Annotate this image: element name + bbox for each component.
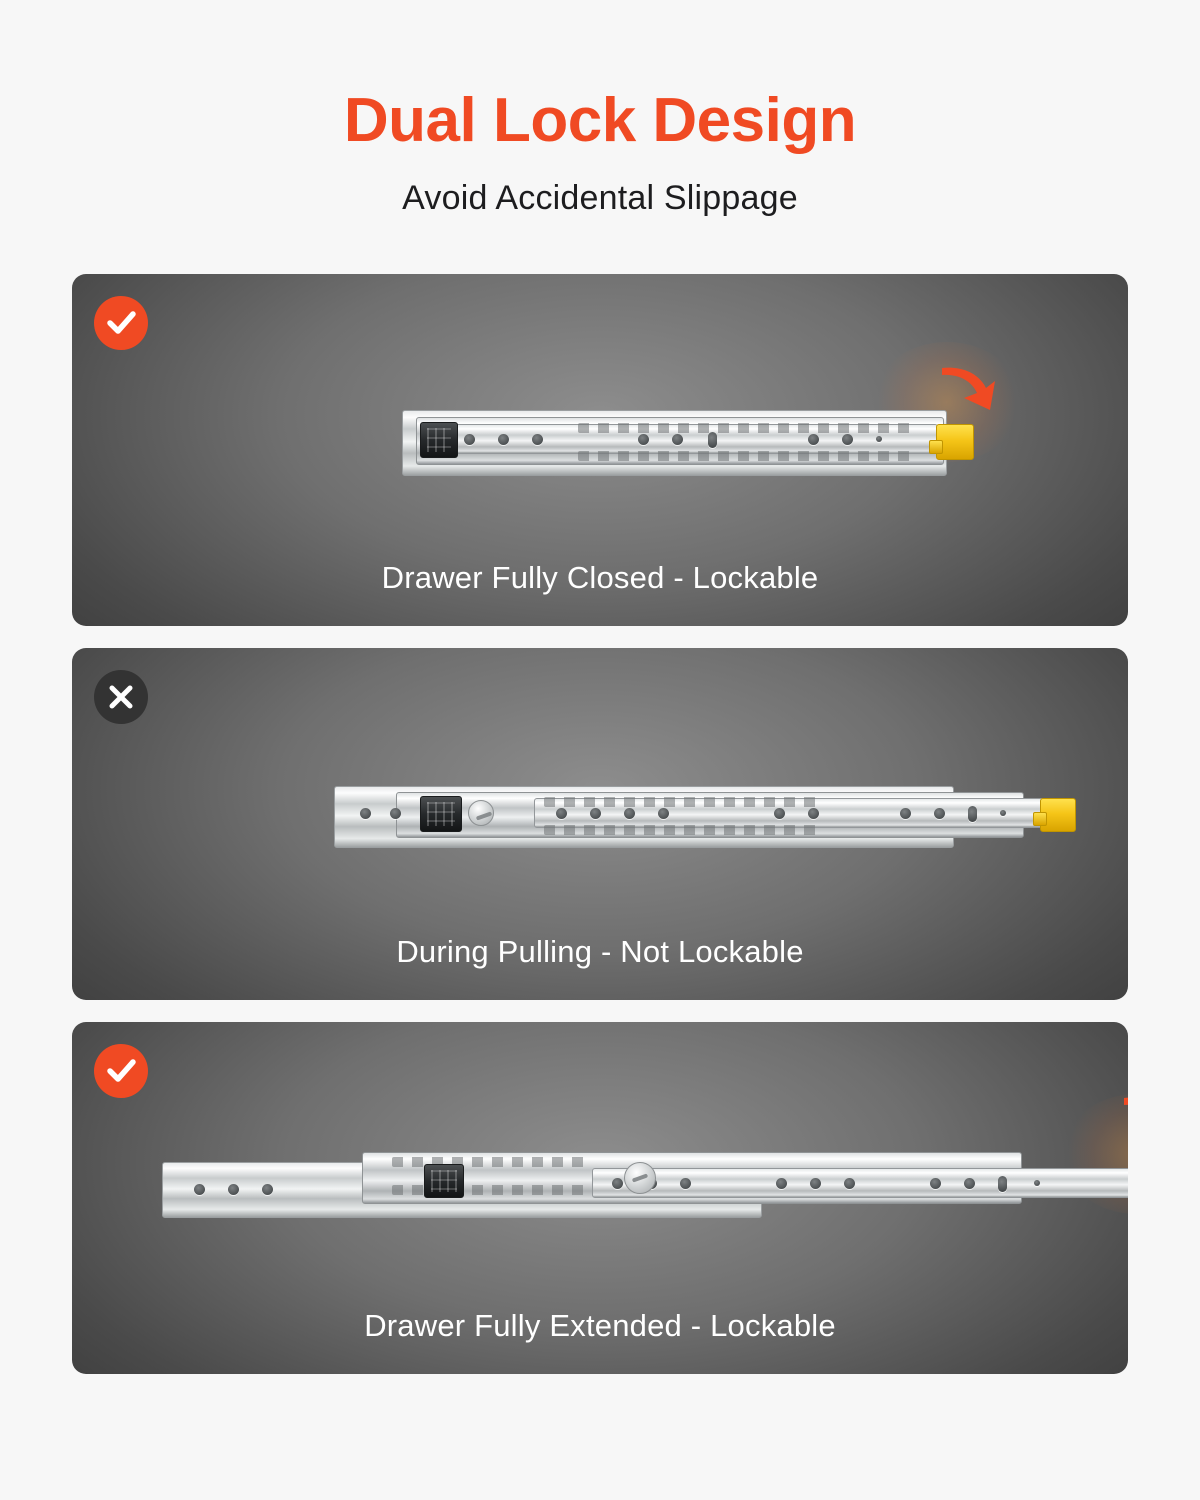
mounting-slot — [708, 432, 717, 448]
panel-background — [72, 274, 1128, 626]
panel-during-pulling — [72, 648, 1128, 1000]
perforation-strip — [544, 797, 824, 807]
perforation-strip — [544, 825, 824, 835]
yellow-release-lever — [1040, 798, 1076, 832]
panel-background — [72, 648, 1128, 1000]
rail-assembly — [162, 1140, 1128, 1240]
down-arrow-icon — [938, 362, 1000, 418]
check-badge — [94, 1044, 148, 1098]
page-subtitle: Avoid Accidental Slippage — [402, 179, 798, 218]
black-bearing-block — [420, 796, 462, 832]
rail-assembly — [334, 774, 1074, 874]
black-bearing-block — [424, 1164, 464, 1198]
mounting-slot — [968, 806, 977, 822]
panel-caption: Drawer Fully Extended - Lockable — [364, 1308, 836, 1344]
down-arrow-icon — [1120, 1092, 1128, 1148]
inner-rail-member — [592, 1168, 1128, 1198]
rail-illustration-pulling — [72, 726, 1128, 926]
panel-drawer-fully-extended — [72, 1022, 1128, 1374]
perforation-strip — [578, 423, 918, 433]
panel-caption: Drawer Fully Closed - Lockable — [381, 560, 819, 596]
perforation-strip — [392, 1157, 592, 1167]
rail-illustration-closed — [72, 352, 1128, 552]
cross-badge — [94, 670, 148, 724]
locking-disc — [468, 800, 494, 826]
mounting-slot — [998, 1176, 1007, 1192]
header — [0, 0, 1200, 218]
locking-disc — [624, 1162, 656, 1194]
panel-list — [0, 274, 1200, 1374]
page-title: Dual Lock Design — [343, 86, 857, 155]
perforation-strip — [392, 1185, 592, 1195]
yellow-release-lever — [936, 424, 974, 460]
panel-background — [72, 1022, 1128, 1374]
check-badge — [94, 296, 148, 350]
rail-assembly — [402, 400, 962, 500]
perforation-strip — [578, 451, 918, 461]
rail-illustration-extended — [72, 1100, 1128, 1300]
black-bearing-block — [420, 422, 458, 458]
panel-drawer-fully-closed — [72, 274, 1128, 626]
panel-caption: During Pulling - Not Lockable — [396, 934, 804, 970]
